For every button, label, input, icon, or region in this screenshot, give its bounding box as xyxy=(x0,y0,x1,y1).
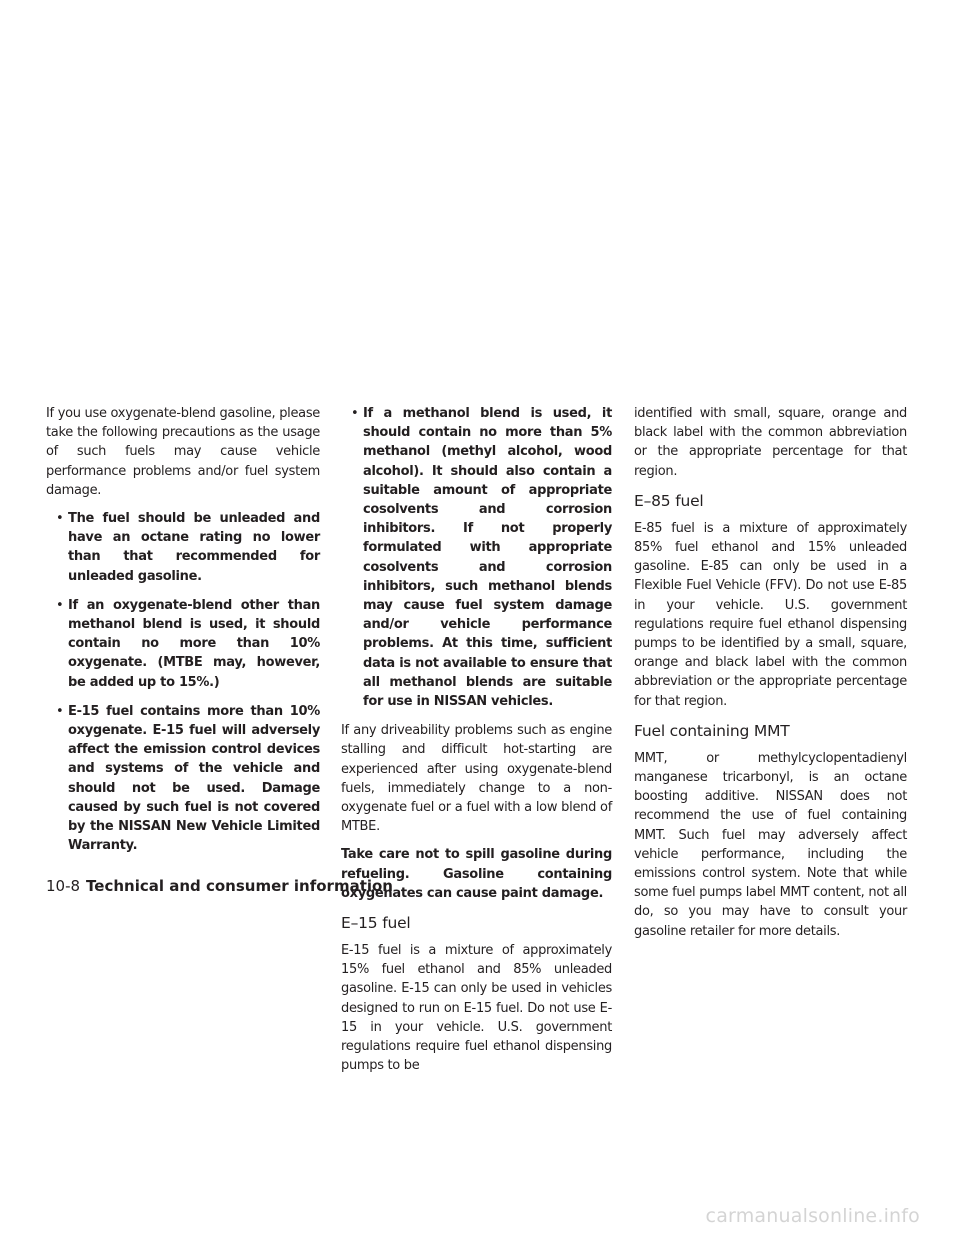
section-title: Technical and consumer information xyxy=(86,877,393,895)
bullet-item: • If an oxygenate-blend other than methanol blend is used, it should contain no more than 10% oxygenate. (MTBE may, however, be added up to 15%.) xyxy=(46,596,320,692)
bullet-item: • The fuel should be unleaded and have an octane rating no lower than that recommended for unleaded gasoline. xyxy=(46,509,320,586)
methanol-list xyxy=(341,404,612,711)
mmt-paragraph: MMT, or methylcyclopentadienyl manganese tricarbonyl, is an octane boosting additive. NISSAN does not recommend the use of fuel containing MMT. Such fuel may adversely affect vehicle performance, including the emissions control system. Note that while some fuel pumps label MMT content, not all do, so you may have to consult your gasoline retailer for more details. xyxy=(634,750,907,939)
e15-heading: E–15 fuel xyxy=(341,914,411,933)
page-number: 10-8 xyxy=(46,877,81,895)
bullet-item: • If a methanol blend is used, it should contain no more than 5% methanol (methyl alcohol, wood alcohol). It should also contain a suitable amount of appropriate cosolvents and corrosion inhibitors. If not properly formulated with appropriate cosolvents and corrosion inhibitors, such methanol blends may cause fuel system damage and/or vehicle performance problems. At this time, sufficient data is not available to ensure that all methanol blends are suitable for use in NISSAN vehicles. xyxy=(341,404,612,711)
page-footer xyxy=(46,876,393,896)
text-column-3 xyxy=(634,404,907,950)
driveability-paragraph: If any driveability problems such as engine stalling and difficult hot-starting are experienced after using oxygenate-blend fuels, immediately change to a non-oxygenate fuel or a fuel with a low blend of MTBE. xyxy=(341,723,612,835)
paint-warning: Take care not to spill gasoline during refueling. Gasoline containing oxygenates can cause paint damage. xyxy=(341,847,612,901)
e15-continued-paragraph: identified with small, square, orange and black label with the common abbreviation or the appropriate percentage for that region. xyxy=(634,406,907,479)
bullet-item: • E-15 fuel contains more than 10% oxygenate. E-15 fuel will adversely affect the emission control devices and systems of the vehicle and should not be used. Damage caused by such fuel is not covered by the NISSAN New Vehicle Limited Warranty. xyxy=(46,702,320,856)
watermark-text: carmanualsonline.info xyxy=(705,1205,920,1227)
intro-paragraph: If you use oxygenate-blend gasoline, please take the following precautions as the usage of such fuels may cause vehicle performance problems and/or fuel system damage. xyxy=(46,406,320,498)
text-column-1 xyxy=(46,404,320,865)
e85-paragraph: E-85 fuel is a mixture of approximately 85% fuel ethanol and 15% unleaded gasoline. E-85 can only be used in a Flexible Fuel Vehicle (FFV). Do not use E-85 in your vehicle. U.S. government regulations require fuel ethanol dispensing pumps to be identified by a small, square, orange and black label with the common abbreviation or the appropriate percentage for that region. xyxy=(634,520,907,709)
precautions-list xyxy=(46,509,320,855)
mmt-heading: Fuel containing MMT xyxy=(634,721,790,740)
e85-heading: E–85 fuel xyxy=(634,491,704,510)
text-column-2 xyxy=(341,404,612,1085)
e15-paragraph: E-15 fuel is a mixture of approximately 15% fuel ethanol and 85% unleaded gasoline. E-15 can only be used in vehicles designed to run on E-15 fuel. Do not use E-15 in your vehicle. U.S. government regulations require fuel ethanol dispensing pumps to be xyxy=(341,943,612,1074)
